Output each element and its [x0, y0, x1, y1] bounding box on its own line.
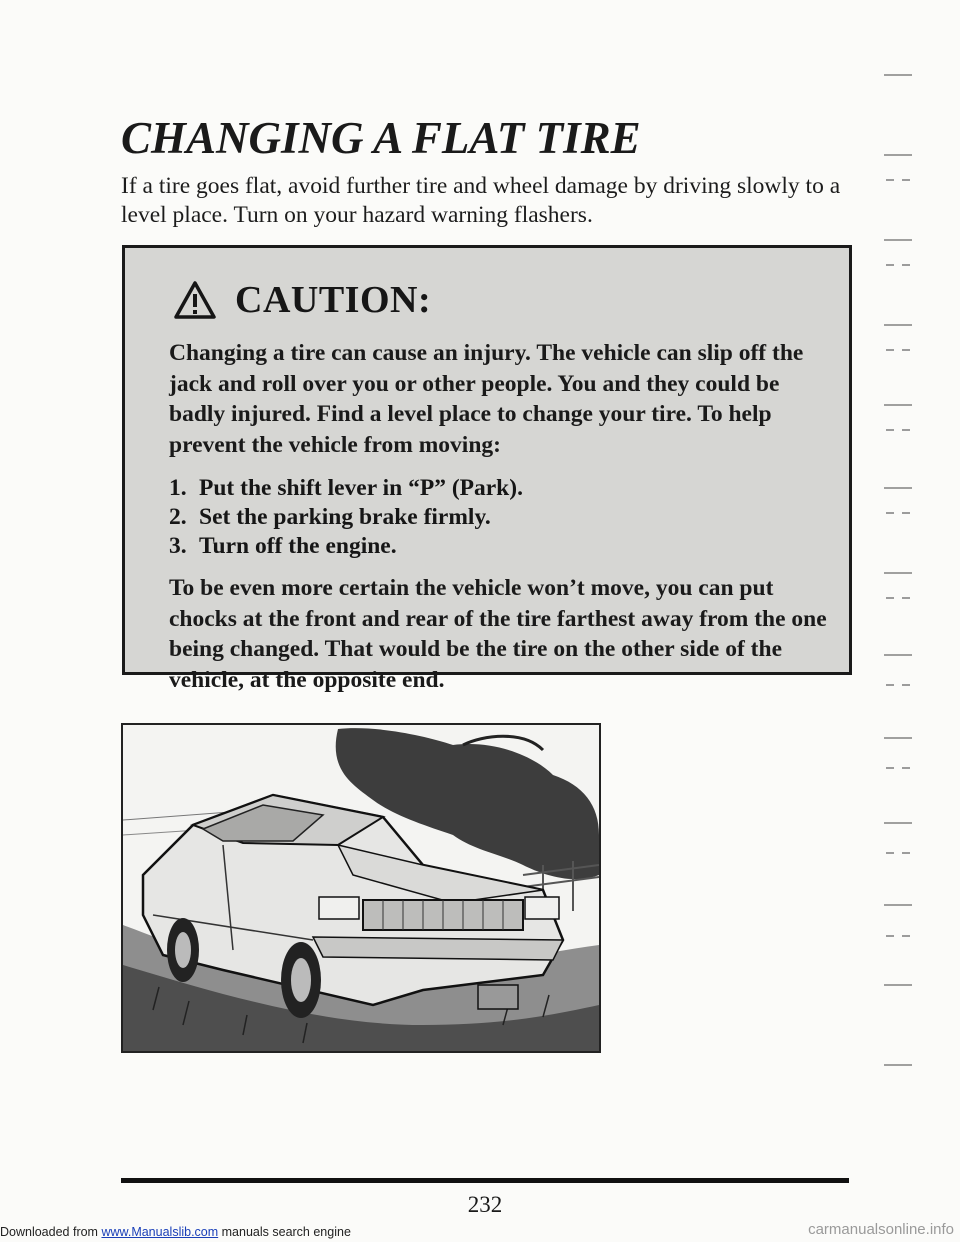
download-footer: [0, 1222, 351, 1242]
car-drawing: [123, 725, 599, 1051]
footer-prefix: Downloaded from: [0, 1225, 102, 1239]
caution-heading: [173, 278, 849, 322]
car-illustration: [121, 723, 601, 1053]
step-text: Turn off the engine.: [199, 533, 397, 559]
footer-suffix: manuals search engine: [218, 1225, 351, 1239]
step-text: Put the shift lever in “P” (Park).: [199, 475, 523, 501]
step-text: Set the parking brake firmly.: [199, 504, 491, 530]
caution-paragraph-2: To be even more certain the vehicle won’t move, you can put chocks at the front and rear of the tire farthest away from the one being changed. That would be the tire on the other side of the vehicle, at the opposite end.: [169, 575, 827, 693]
step-number: 2.: [169, 504, 187, 530]
page-edge-marks: [872, 60, 932, 1180]
intro-paragraph: If a tire goes flat, avoid further tire and wheel damage by driving slowly to a level place. Turn on your hazard warning flashers.: [121, 173, 841, 228]
caution-steps: [169, 474, 849, 561]
list-item: [169, 474, 849, 503]
warning-triangle-icon: [173, 280, 217, 320]
manualslib-link[interactable]: www.Manualslib.com: [101, 1225, 219, 1239]
step-number: 3.: [169, 533, 187, 559]
step-number: 1.: [169, 475, 187, 501]
list-item: [169, 532, 849, 561]
page-title: CHANGING A FLAT TIRE: [121, 113, 641, 163]
watermark: carmanualsonline.info: [808, 1221, 954, 1238]
footer-rule: [121, 1178, 849, 1183]
page-number: 232: [467, 1192, 503, 1217]
list-item: [169, 503, 849, 532]
caution-paragraph: Changing a tire can cause an injury. The vehicle can slip off the jack and roll over you or other people. You and they could be badly injured. Find a level place to change your tire. To help prevent the vehicle from moving:: [169, 340, 804, 458]
caution-box: [122, 245, 852, 693]
caution-label: CAUTION:: [235, 279, 432, 321]
